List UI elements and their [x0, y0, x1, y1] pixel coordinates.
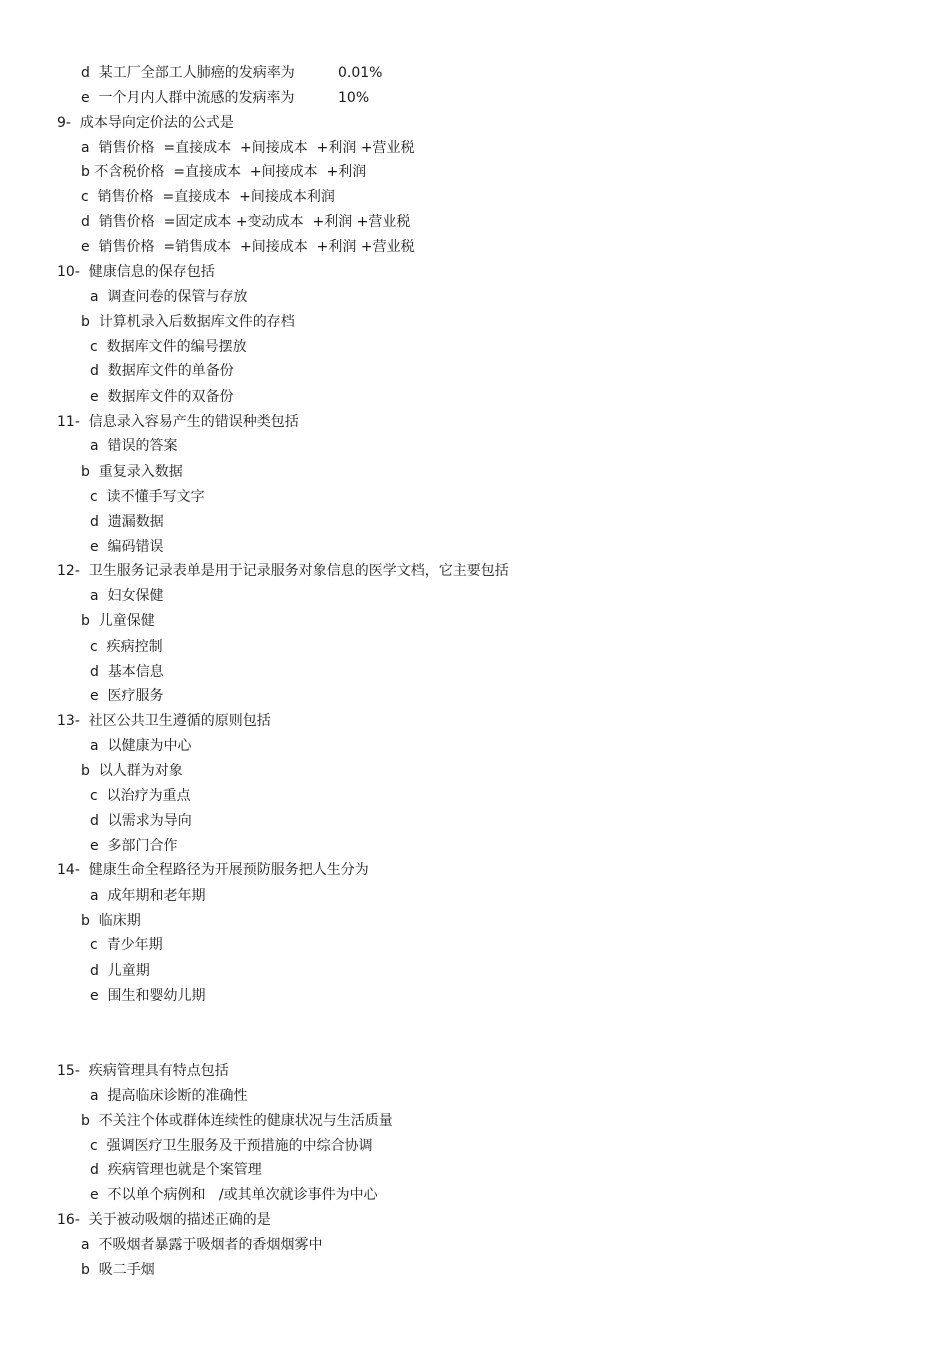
option-line: a 妇女保健	[90, 588, 164, 604]
option-line: a 调查问卷的保管与存放	[90, 289, 248, 305]
question-line: 12- 卫生服务记录表单是用于记录服务对象信息的医学文档，它主要包括	[57, 563, 509, 579]
option-line: d 数据库文件的单备份	[90, 363, 234, 379]
option-line: c 销售价格 =直接成本 +间接成本利润	[81, 189, 335, 205]
option-line: b 吸二手烟	[81, 1262, 155, 1278]
option-line: d 销售价格 =固定成本 +变动成本 +利润 +营业税	[81, 214, 411, 230]
question-line: 15- 疾病管理具有特点包括	[57, 1063, 229, 1079]
question-line: 13- 社区公共卫生遵循的原则包括	[57, 713, 271, 729]
option-line: b 重复录入数据	[81, 464, 183, 480]
option-line: d 某工厂全部工人肺癌的发病率为	[81, 65, 295, 81]
option-line: d 以需求为导向	[90, 813, 192, 829]
question-line: 16- 关于被动吸烟的描述正确的是	[57, 1212, 271, 1228]
question-line: 9- 成本导向定价法的公式是	[57, 115, 234, 131]
option-line: b 儿童保健	[81, 613, 155, 629]
option-line: c 疾病控制	[90, 639, 163, 655]
option-line: b 以人群为对象	[81, 763, 183, 779]
option-line: b 不关注个体或群体连续性的健康状况与生活质量	[81, 1113, 393, 1129]
option-line: b 不含税价格 =直接成本 +间接成本 +利润	[81, 164, 367, 180]
option-line: e 不以单个病例和 /或其单次就诊事件为中心	[90, 1187, 378, 1203]
option-line: e 围生和婴幼儿期	[90, 988, 206, 1004]
option-line: b 计算机录入后数据库文件的存档	[81, 314, 295, 330]
option-line: e 多部门合作	[90, 838, 178, 854]
option-line: e 医疗服务	[90, 688, 164, 704]
option-line: d 儿童期	[90, 963, 150, 979]
option-line: e 销售价格 =销售成本 +间接成本 +利润 +营业税	[81, 239, 415, 255]
option-line: d 疾病管理也就是个案管理	[90, 1162, 262, 1178]
option-line: e 一个月内人群中流感的发病率为	[81, 90, 295, 106]
option-line: e 数据库文件的双备份	[90, 389, 234, 405]
option-line: c 数据库文件的编号摆放	[90, 339, 247, 355]
question-line: 10- 健康信息的保存包括	[57, 264, 215, 280]
option-line: a 提高临床诊断的准确性	[90, 1088, 248, 1104]
option-line: a 销售价格 =直接成本 +间接成本 +利润 +营业税	[81, 140, 415, 156]
option-line: a 以健康为中心	[90, 738, 192, 754]
option-line: e 编码错误	[90, 539, 164, 555]
question-line: 11- 信息录入容易产生的错误种类包括	[57, 414, 299, 430]
rate-value: 10%	[338, 90, 370, 106]
rate-value: 0.01%	[338, 65, 383, 81]
option-line: d 遗漏数据	[90, 514, 164, 530]
option-line: c 青少年期	[90, 937, 163, 953]
question-line: 14- 健康生命全程路径为开展预防服务把人生分为	[57, 862, 369, 878]
option-line: a 错误的答案	[90, 438, 178, 454]
option-line: b 临床期	[81, 913, 141, 929]
option-line: d 基本信息	[90, 664, 164, 680]
option-line: a 不吸烟者暴露于吸烟者的香烟烟雾中	[81, 1237, 323, 1253]
option-line: c 强调医疗卫生服务及干预措施的中综合协调	[90, 1138, 373, 1154]
option-line: c 读不懂手写文字	[90, 489, 205, 505]
option-line: c 以治疗为重点	[90, 788, 191, 804]
option-line: a 成年期和老年期	[90, 888, 206, 904]
